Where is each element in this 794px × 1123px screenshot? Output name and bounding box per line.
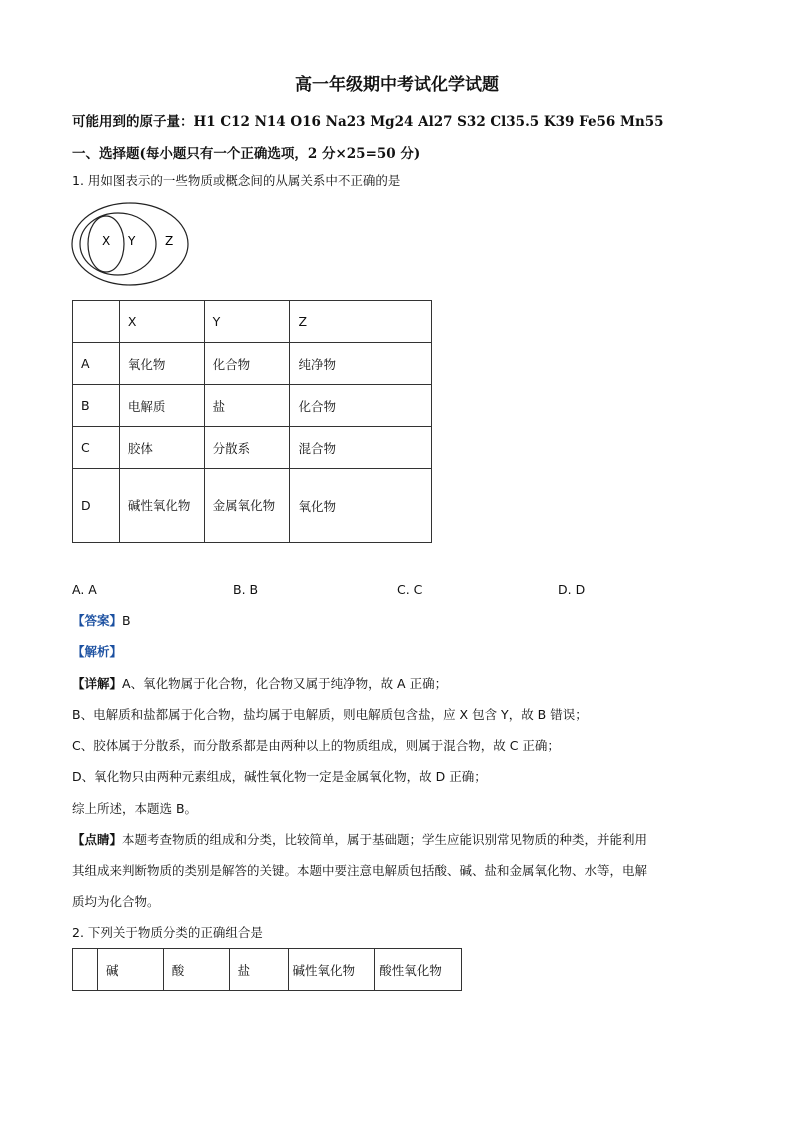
table-header-row — [73, 301, 432, 343]
conclusion-line: 综上所述，本题选 B。 — [72, 801, 198, 816]
table-cell: Y — [204, 301, 290, 343]
comment-line-3: 质均为化合物。 — [72, 894, 160, 909]
table-cell: 分散系 — [204, 427, 290, 469]
table-cell: 化合物 — [204, 343, 290, 385]
label-y: Y — [128, 234, 136, 248]
table-cell: Z — [290, 301, 432, 343]
table-cell: D — [73, 469, 120, 543]
detail-line-1 — [72, 675, 447, 693]
table-row — [73, 385, 432, 427]
q1-table — [72, 300, 432, 543]
table-row — [73, 469, 432, 543]
label-z: Z — [165, 234, 174, 248]
answer-tag: 【答案】 — [72, 613, 123, 628]
table-cell — [73, 949, 98, 991]
table-cell: 盐 — [204, 385, 290, 427]
q2-table — [72, 948, 462, 991]
detail-line-2: B、电解质和盐都属于化合物，盐均属于电解质，则电解质包含盐，应 X 包含 Y，故 B 错误； — [72, 707, 588, 722]
table-cell: 胶体 — [119, 427, 204, 469]
analysis-tag: 【解析】 — [72, 644, 123, 659]
table-cell: B — [73, 385, 120, 427]
atomic-masses: 可能用到的原子量：H1 C12 N14 O16 Na23 Mg24 Al27 S32 Cl35.5 K39 Fe56 Mn55 — [72, 114, 664, 130]
table-cell: 纯净物 — [290, 343, 432, 385]
table-cell: 碱性氧化物 — [119, 469, 204, 543]
table-cell: 化合物 — [290, 385, 432, 427]
table-row — [73, 427, 432, 469]
comment-line-1 — [72, 831, 647, 849]
page-title: 高一年级期中考试化学试题 — [295, 75, 499, 95]
q1-stem: 1. 用如图表示的一些物质或概念间的从属关系中不正确的是 — [72, 173, 401, 188]
q1-options — [72, 581, 672, 599]
comment-line-2: 其组成来判断物质的类别是解答的关键。本题中要注意电解质包括酸、碱、盐和金属氧化物、水等，电解 — [72, 863, 648, 878]
table-cell: C — [73, 427, 120, 469]
table-header-row — [73, 949, 462, 991]
detail-line-3: C、胶体属于分散系，而分散系都是由两种以上的物质组成，则属于混合物，故 C 正确； — [72, 738, 560, 753]
table-cell — [73, 301, 120, 343]
answer-line — [72, 612, 131, 630]
answer-value: B — [122, 613, 131, 628]
detail-tag: 【详解】 — [72, 676, 123, 691]
table-cell: 碱性氧化物 — [288, 949, 375, 991]
table-cell: 金属氧化物 — [204, 469, 290, 543]
table-cell: 盐 — [229, 949, 288, 991]
option-b: B. B — [233, 582, 259, 597]
option-d: D. D — [558, 582, 586, 597]
nested-sets-diagram — [70, 202, 194, 290]
table-cell: X — [119, 301, 204, 343]
table-cell: 酸性氧化物 — [375, 949, 462, 991]
table-cell: 混合物 — [290, 427, 432, 469]
option-c: C. C — [397, 582, 423, 597]
detail-line-4: D、氧化物只由两种元素组成，碱性氧化物一定是金属氧化物，故 D 正确； — [72, 769, 487, 784]
detail-text: A、氧化物属于化合物，化合物又属于纯净物，故 A 正确； — [122, 676, 448, 691]
table-cell: 酸 — [163, 949, 229, 991]
table-row — [73, 343, 432, 385]
option-a: A. A — [72, 582, 97, 597]
table-cell: 氧化物 — [290, 469, 432, 543]
label-x: X — [102, 234, 111, 248]
comment-text: 本题考查物质的组成和分类，比较简单，属于基础题；学生应能识别常见物质的种类，并能利用 — [122, 832, 648, 847]
table-cell: 氧化物 — [119, 343, 204, 385]
q2-stem: 2. 下列关于物质分类的正确组合是 — [72, 925, 263, 940]
comment-tag: 【点睛】 — [72, 832, 123, 847]
table-cell: 电解质 — [119, 385, 204, 427]
table-cell: 碱 — [97, 949, 163, 991]
section-heading: 一、选择题(每小题只有一个正确选项，2 分×25=50 分) — [72, 146, 421, 162]
table-cell: A — [73, 343, 120, 385]
